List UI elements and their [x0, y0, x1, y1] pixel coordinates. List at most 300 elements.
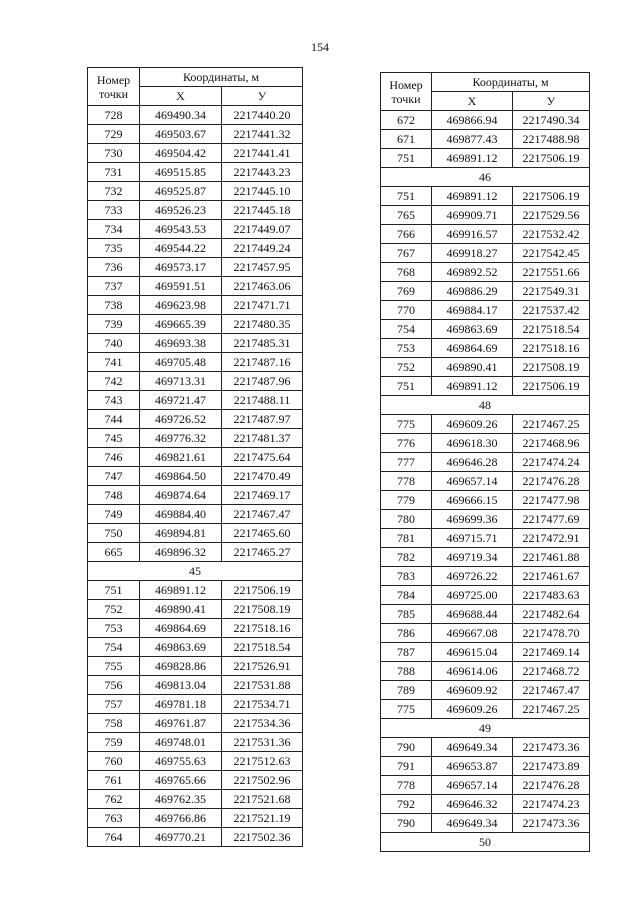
point-number-cell: 754 — [88, 638, 140, 657]
table-row — [88, 505, 303, 524]
x-coordinate-cell: 469705.48 — [140, 353, 222, 372]
y-coordinate-cell: 2217445.18 — [222, 201, 303, 220]
y-coordinate-cell: 2217487.16 — [222, 353, 303, 372]
table-row — [88, 353, 303, 372]
page-number: 154 — [311, 40, 329, 54]
x-coordinate-cell: 469649.34 — [432, 814, 513, 833]
table-row — [381, 776, 590, 795]
y-coordinate-cell: 2217472.91 — [513, 529, 590, 548]
x-coordinate-cell: 469909.71 — [432, 206, 513, 225]
point-number-cell: 762 — [88, 790, 140, 809]
point-number-cell: 783 — [381, 567, 432, 586]
x-coordinate-cell: 469781.18 — [140, 695, 222, 714]
x-coordinate-cell: 469504.42 — [140, 144, 222, 163]
point-number-cell: 765 — [381, 206, 432, 225]
point-number-cell: 777 — [381, 453, 432, 472]
table-row — [381, 472, 590, 491]
table-row — [381, 339, 590, 358]
y-coordinate-cell: 2217526.91 — [222, 657, 303, 676]
table-row — [381, 567, 590, 586]
table-row — [381, 130, 590, 149]
table-row — [88, 581, 303, 600]
table-body-right — [381, 111, 590, 852]
x-coordinate-cell: 469614.06 — [432, 662, 513, 681]
point-number-cell: 743 — [88, 391, 140, 410]
y-coordinate-cell: 2217518.16 — [513, 339, 590, 358]
table-row — [381, 814, 590, 833]
table-row — [381, 149, 590, 168]
y-coordinate-cell: 2217467.47 — [513, 681, 590, 700]
table-row — [88, 239, 303, 258]
x-coordinate-cell: 469762.35 — [140, 790, 222, 809]
x-coordinate-cell: 469891.12 — [432, 377, 513, 396]
point-number-cell: 737 — [88, 277, 140, 296]
point-number-cell: 782 — [381, 548, 432, 567]
point-number-cell: 672 — [381, 111, 432, 130]
y-coordinate-cell: 2217443.23 — [222, 163, 303, 182]
point-number-cell: 766 — [381, 225, 432, 244]
point-number-cell: 770 — [381, 301, 432, 320]
table-row — [381, 624, 590, 643]
y-coordinate-cell: 2217463.06 — [222, 277, 303, 296]
y-coordinate-cell: 2217531.88 — [222, 676, 303, 695]
point-number-cell: 775 — [381, 700, 432, 719]
coordinates-header: Координаты, м — [432, 73, 590, 92]
x-coordinate-cell: 469609.92 — [432, 681, 513, 700]
y-coordinate-cell: 2217487.97 — [222, 410, 303, 429]
table-row — [88, 334, 303, 353]
y-coordinate-cell: 2217483.63 — [513, 586, 590, 605]
table-row — [88, 619, 303, 638]
table-row — [381, 434, 590, 453]
x-coordinate-cell: 469813.04 — [140, 676, 222, 695]
point-number-cell: 758 — [88, 714, 140, 733]
point-number-cell: 760 — [88, 752, 140, 771]
table-row — [88, 543, 303, 562]
table-row — [381, 244, 590, 263]
x-coordinate-cell: 469525.87 — [140, 182, 222, 201]
x-coordinate-cell: 469766.86 — [140, 809, 222, 828]
point-number-cell: 749 — [88, 505, 140, 524]
point-number-cell: 665 — [88, 543, 140, 562]
y-coordinate-cell: 2217474.24 — [513, 453, 590, 472]
section-row — [381, 396, 590, 415]
x-coordinate-cell: 469891.12 — [432, 187, 513, 206]
table-row — [88, 391, 303, 410]
coordinates-table-right — [380, 72, 590, 852]
y-coordinate-cell: 2217473.36 — [513, 738, 590, 757]
x-coordinate-cell: 469503.67 — [140, 125, 222, 144]
point-number-cell: 763 — [88, 809, 140, 828]
table-row — [88, 695, 303, 714]
x-coordinate-cell: 469609.26 — [432, 415, 513, 434]
table-row — [381, 225, 590, 244]
point-number-cell: 730 — [88, 144, 140, 163]
point-number-cell: 751 — [381, 377, 432, 396]
point-number-cell: 740 — [88, 334, 140, 353]
y-coordinate-cell: 2217480.35 — [222, 315, 303, 334]
y-coordinate-cell: 2217478.70 — [513, 624, 590, 643]
point-number-cell: 752 — [381, 358, 432, 377]
point-number-cell: 728 — [88, 106, 140, 125]
y-coordinate-cell: 2217490.34 — [513, 111, 590, 130]
point-number-cell: 734 — [88, 220, 140, 239]
table-row — [381, 320, 590, 339]
table-row — [381, 795, 590, 814]
point-number-cell: 775 — [381, 415, 432, 434]
y-coordinate-cell: 2217506.19 — [222, 581, 303, 600]
y-coordinate-cell: 2217521.19 — [222, 809, 303, 828]
table-row — [88, 144, 303, 163]
section-row — [88, 562, 303, 581]
x-coordinate-cell: 469725.00 — [432, 586, 513, 605]
section-row — [381, 168, 590, 187]
point-number-cell: 751 — [381, 187, 432, 206]
y-header: У — [513, 92, 590, 111]
point-number-cell: 735 — [88, 239, 140, 258]
table-row — [88, 296, 303, 315]
table-row — [88, 106, 303, 125]
table-row — [88, 638, 303, 657]
point-number-cell: 759 — [88, 733, 140, 752]
y-coordinate-cell: 2217441.41 — [222, 144, 303, 163]
y-coordinate-cell: 2217518.54 — [513, 320, 590, 339]
x-coordinate-cell: 469864.50 — [140, 467, 222, 486]
x-coordinate-cell: 469721.47 — [140, 391, 222, 410]
y-coordinate-cell: 2217468.72 — [513, 662, 590, 681]
x-coordinate-cell: 469765.66 — [140, 771, 222, 790]
y-coordinate-cell: 2217487.96 — [222, 372, 303, 391]
table-row — [88, 258, 303, 277]
table-row — [88, 467, 303, 486]
x-coordinate-cell: 469877.43 — [432, 130, 513, 149]
table-row — [88, 220, 303, 239]
table-row — [381, 605, 590, 624]
point-number-cell: 788 — [381, 662, 432, 681]
y-coordinate-cell: 2217518.16 — [222, 619, 303, 638]
x-coordinate-cell: 469657.14 — [432, 472, 513, 491]
x-coordinate-cell: 469591.51 — [140, 277, 222, 296]
point-number-cell: 731 — [88, 163, 140, 182]
table-row — [381, 187, 590, 206]
x-header: X — [140, 87, 222, 106]
y-coordinate-cell: 2217531.36 — [222, 733, 303, 752]
table-row — [88, 429, 303, 448]
point-number-cell: 741 — [88, 353, 140, 372]
x-coordinate-cell: 469884.17 — [432, 301, 513, 320]
y-coordinate-cell: 2217465.27 — [222, 543, 303, 562]
point-number-cell: 778 — [381, 472, 432, 491]
section-row — [381, 719, 590, 738]
y-coordinate-cell: 2217471.71 — [222, 296, 303, 315]
point-number-cell: 753 — [381, 339, 432, 358]
point-number-cell: 790 — [381, 738, 432, 757]
x-coordinate-cell: 469693.38 — [140, 334, 222, 353]
x-coordinate-cell: 469623.98 — [140, 296, 222, 315]
y-coordinate-cell: 2217488.98 — [513, 130, 590, 149]
section-number: 48 — [381, 396, 590, 415]
point-number-cell: 787 — [381, 643, 432, 662]
point-number-cell: 752 — [88, 600, 140, 619]
y-coordinate-cell: 2217529.56 — [513, 206, 590, 225]
table-row — [381, 358, 590, 377]
table-row — [88, 600, 303, 619]
table-row — [381, 700, 590, 719]
point-number-cell: 729 — [88, 125, 140, 144]
y-coordinate-cell: 2217441.32 — [222, 125, 303, 144]
table-row — [381, 415, 590, 434]
x-coordinate-cell: 469618.30 — [432, 434, 513, 453]
x-coordinate-cell: 469821.61 — [140, 448, 222, 467]
point-number-cell: 785 — [381, 605, 432, 624]
x-coordinate-cell: 469666.15 — [432, 491, 513, 510]
x-coordinate-cell: 469866.94 — [432, 111, 513, 130]
x-coordinate-cell: 469863.69 — [140, 638, 222, 657]
x-coordinate-cell: 469894.81 — [140, 524, 222, 543]
y-coordinate-cell: 2217542.45 — [513, 244, 590, 263]
y-coordinate-cell: 2217468.96 — [513, 434, 590, 453]
table-row — [88, 657, 303, 676]
table-row — [88, 163, 303, 182]
table-row — [381, 738, 590, 757]
y-coordinate-cell: 2217534.36 — [222, 714, 303, 733]
x-coordinate-cell: 469918.27 — [432, 244, 513, 263]
x-coordinate-cell: 469864.69 — [140, 619, 222, 638]
x-coordinate-cell: 469828.86 — [140, 657, 222, 676]
table-row — [381, 263, 590, 282]
x-coordinate-cell: 469573.17 — [140, 258, 222, 277]
section-number: 45 — [88, 562, 303, 581]
point-number-cell: 738 — [88, 296, 140, 315]
x-coordinate-cell: 469864.69 — [432, 339, 513, 358]
x-coordinate-cell: 469544.22 — [140, 239, 222, 258]
x-coordinate-cell: 469609.26 — [432, 700, 513, 719]
point-number-cell: 751 — [88, 581, 140, 600]
point-number-cell: 736 — [88, 258, 140, 277]
point-number-cell: 786 — [381, 624, 432, 643]
x-coordinate-cell: 469892.52 — [432, 263, 513, 282]
point-number-cell: 742 — [88, 372, 140, 391]
point-number-cell: 768 — [381, 263, 432, 282]
point-number-cell: 732 — [88, 182, 140, 201]
y-coordinate-cell: 2217440.20 — [222, 106, 303, 125]
point-number-cell: 780 — [381, 510, 432, 529]
y-coordinate-cell: 2217477.98 — [513, 491, 590, 510]
x-coordinate-cell: 469649.34 — [432, 738, 513, 757]
table-row — [88, 790, 303, 809]
y-coordinate-cell: 2217467.25 — [513, 700, 590, 719]
y-coordinate-cell: 2217551.66 — [513, 263, 590, 282]
x-coordinate-cell: 469665.39 — [140, 315, 222, 334]
table-row — [88, 486, 303, 505]
x-coordinate-cell: 469874.64 — [140, 486, 222, 505]
x-coordinate-cell: 469890.41 — [432, 358, 513, 377]
x-coordinate-cell: 469916.57 — [432, 225, 513, 244]
x-coordinate-cell: 469667.08 — [432, 624, 513, 643]
table-row — [88, 410, 303, 429]
table-row — [88, 714, 303, 733]
x-coordinate-cell: 469776.32 — [140, 429, 222, 448]
point-number-cell: 776 — [381, 434, 432, 453]
table-row — [88, 752, 303, 771]
y-coordinate-cell: 2217461.88 — [513, 548, 590, 567]
table-row — [381, 510, 590, 529]
point-number-cell: 753 — [88, 619, 140, 638]
point-number-cell: 764 — [88, 828, 140, 847]
point-number-cell: 784 — [381, 586, 432, 605]
y-coordinate-cell: 2217549.31 — [513, 282, 590, 301]
point-number-header: Номер точки — [88, 68, 140, 106]
table-row — [88, 372, 303, 391]
x-coordinate-cell: 469890.41 — [140, 600, 222, 619]
y-coordinate-cell: 2217477.69 — [513, 510, 590, 529]
y-coordinate-cell: 2217470.49 — [222, 467, 303, 486]
y-coordinate-cell: 2217518.54 — [222, 638, 303, 657]
y-coordinate-cell: 2217461.67 — [513, 567, 590, 586]
point-number-cell: 778 — [381, 776, 432, 795]
y-coordinate-cell: 2217508.19 — [222, 600, 303, 619]
y-coordinate-cell: 2217508.19 — [513, 358, 590, 377]
point-number-cell: 748 — [88, 486, 140, 505]
table-row — [381, 282, 590, 301]
x-coordinate-cell: 469715.71 — [432, 529, 513, 548]
y-coordinate-cell: 2217475.64 — [222, 448, 303, 467]
point-number-cell: 745 — [88, 429, 140, 448]
x-coordinate-cell: 469726.22 — [432, 567, 513, 586]
x-coordinate-cell: 469891.12 — [432, 149, 513, 168]
y-coordinate-cell: 2217481.37 — [222, 429, 303, 448]
point-number-cell: 789 — [381, 681, 432, 700]
y-coordinate-cell: 2217534.71 — [222, 695, 303, 714]
point-number-cell: 754 — [381, 320, 432, 339]
table-row — [381, 111, 590, 130]
x-coordinate-cell: 469646.32 — [432, 795, 513, 814]
y-coordinate-cell: 2217476.28 — [513, 776, 590, 795]
x-coordinate-cell: 469891.12 — [140, 581, 222, 600]
table-row — [88, 448, 303, 467]
x-coordinate-cell: 469699.36 — [432, 510, 513, 529]
point-number-cell: 792 — [381, 795, 432, 814]
x-header: X — [432, 92, 513, 111]
y-coordinate-cell: 2217532.42 — [513, 225, 590, 244]
x-coordinate-cell: 469653.87 — [432, 757, 513, 776]
point-number-cell: 781 — [381, 529, 432, 548]
x-coordinate-cell: 469515.85 — [140, 163, 222, 182]
table-row — [88, 733, 303, 752]
x-coordinate-cell: 469770.21 — [140, 828, 222, 847]
y-coordinate-cell: 2217449.24 — [222, 239, 303, 258]
y-coordinate-cell: 2217467.25 — [513, 415, 590, 434]
table-row — [381, 453, 590, 472]
x-coordinate-cell: 469755.63 — [140, 752, 222, 771]
y-coordinate-cell: 2217467.47 — [222, 505, 303, 524]
point-number-cell: 761 — [88, 771, 140, 790]
y-coordinate-cell: 2217445.10 — [222, 182, 303, 201]
x-coordinate-cell: 469761.87 — [140, 714, 222, 733]
x-coordinate-cell: 469713.31 — [140, 372, 222, 391]
x-coordinate-cell: 469884.40 — [140, 505, 222, 524]
table-body-left — [88, 106, 303, 847]
table-row — [381, 548, 590, 567]
y-coordinate-cell: 2217506.19 — [513, 377, 590, 396]
point-number-cell: 733 — [88, 201, 140, 220]
table-row — [88, 771, 303, 790]
point-number-cell: 751 — [381, 149, 432, 168]
point-number-cell: 767 — [381, 244, 432, 263]
x-coordinate-cell: 469688.44 — [432, 605, 513, 624]
table-row — [88, 524, 303, 543]
coordinates-header: Координаты, м — [140, 68, 303, 87]
section-number: 49 — [381, 719, 590, 738]
table-row — [88, 828, 303, 847]
section-number: 50 — [381, 833, 590, 852]
table-row — [88, 676, 303, 695]
point-number-cell: 671 — [381, 130, 432, 149]
table-row — [381, 206, 590, 225]
y-coordinate-cell: 2217457.95 — [222, 258, 303, 277]
coordinates-table-left — [87, 67, 303, 847]
y-coordinate-cell: 2217474.23 — [513, 795, 590, 814]
x-coordinate-cell: 469863.69 — [432, 320, 513, 339]
y-coordinate-cell: 2217476.28 — [513, 472, 590, 491]
y-coordinate-cell: 2217521.68 — [222, 790, 303, 809]
y-coordinate-cell: 2217469.14 — [513, 643, 590, 662]
y-coordinate-cell: 2217482.64 — [513, 605, 590, 624]
table-row — [88, 125, 303, 144]
x-coordinate-cell: 469615.04 — [432, 643, 513, 662]
x-coordinate-cell: 469896.32 — [140, 543, 222, 562]
y-coordinate-cell: 2217473.89 — [513, 757, 590, 776]
point-number-cell: 791 — [381, 757, 432, 776]
point-number-cell: 744 — [88, 410, 140, 429]
table-row — [88, 277, 303, 296]
x-coordinate-cell: 469719.34 — [432, 548, 513, 567]
point-number-cell: 757 — [88, 695, 140, 714]
table-row — [381, 301, 590, 320]
y-coordinate-cell: 2217502.96 — [222, 771, 303, 790]
x-coordinate-cell: 469886.29 — [432, 282, 513, 301]
table-row — [381, 681, 590, 700]
point-number-cell: 747 — [88, 467, 140, 486]
y-coordinate-cell: 2217465.60 — [222, 524, 303, 543]
table-row — [381, 377, 590, 396]
y-coordinate-cell: 2217512.63 — [222, 752, 303, 771]
point-number-cell: 790 — [381, 814, 432, 833]
point-number-cell: 756 — [88, 676, 140, 695]
x-coordinate-cell: 469543.53 — [140, 220, 222, 239]
point-number-cell: 746 — [88, 448, 140, 467]
table-row — [381, 491, 590, 510]
y-coordinate-cell: 2217506.19 — [513, 149, 590, 168]
table-row — [88, 201, 303, 220]
point-number-cell: 755 — [88, 657, 140, 676]
y-coordinate-cell: 2217449.07 — [222, 220, 303, 239]
y-coordinate-cell: 2217485.31 — [222, 334, 303, 353]
table-row — [88, 809, 303, 828]
point-number-cell: 750 — [88, 524, 140, 543]
x-coordinate-cell: 469726.52 — [140, 410, 222, 429]
x-coordinate-cell: 469526.23 — [140, 201, 222, 220]
y-coordinate-cell: 2217502.36 — [222, 828, 303, 847]
point-number-cell: 769 — [381, 282, 432, 301]
table-row — [381, 643, 590, 662]
y-coordinate-cell: 2217469.17 — [222, 486, 303, 505]
y-coordinate-cell: 2217537.42 — [513, 301, 590, 320]
y-coordinate-cell: 2217473.36 — [513, 814, 590, 833]
table-row — [381, 757, 590, 776]
y-coordinate-cell: 2217488.11 — [222, 391, 303, 410]
section-row — [381, 833, 590, 852]
